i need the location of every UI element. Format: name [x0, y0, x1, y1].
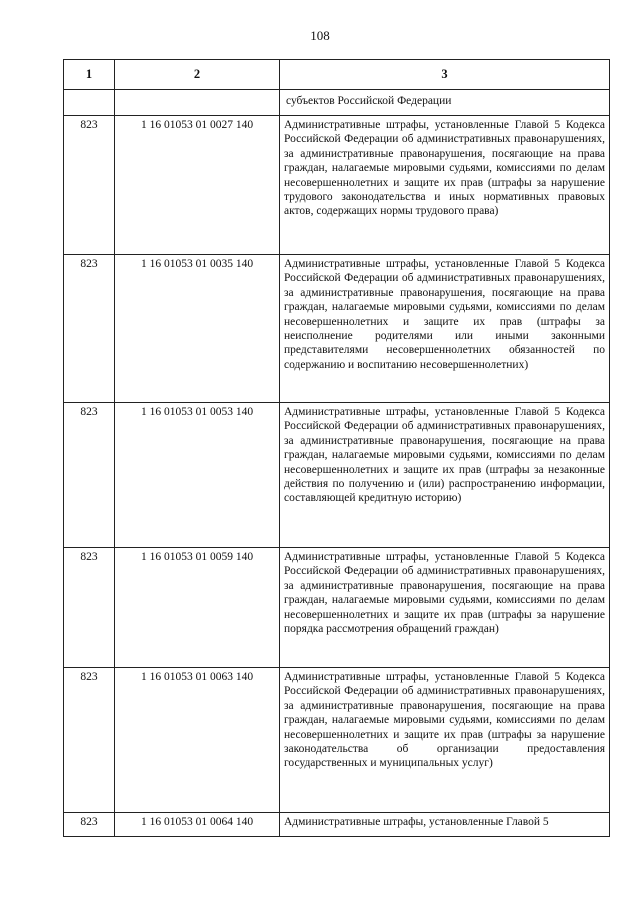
header-col-2: 2 [115, 60, 280, 90]
description-cell: Административные штрафы, установленные Главой 5 Кодекса Российской Федерации об административных правонарушениях, за административные правонарушения, посягающие на права граждан, налагаемые мировыми судьями, комиссиями по делам несовершеннолетних и защите их прав (штрафы за нарушение порядка рассмотрения обращений граждан) [280, 548, 610, 668]
kbk-code-cell: 1 16 01053 01 0027 140 [115, 116, 280, 255]
cell-empty [64, 90, 115, 116]
revenue-codes-table [63, 59, 610, 837]
admin-code-cell: 823 [64, 548, 115, 668]
admin-code-cell: 823 [64, 255, 115, 403]
kbk-code-cell: 1 16 01053 01 0063 140 [115, 668, 280, 813]
table-row [64, 116, 610, 255]
description-cell: Административные штрафы, установленные Главой 5 [280, 813, 610, 837]
table-row [64, 813, 610, 837]
header-col-3: 3 [280, 60, 610, 90]
admin-code-cell: 823 [64, 668, 115, 813]
header-col-1: 1 [64, 60, 115, 90]
table-row-continuation [64, 90, 610, 116]
table-row [64, 548, 610, 668]
table-header-row [64, 60, 610, 90]
description-cell: Административные штрафы, установленные Главой 5 Кодекса Российской Федерации об административных правонарушениях, за административные правонарушения, посягающие на права граждан, налагаемые мировыми судьями, комиссиями по делам несовершеннолетних и защите их прав (штрафы за нарушение трудового законодательства и иных нормативных правовых актов, содержащих нормы трудового права) [280, 116, 610, 255]
table-row [64, 668, 610, 813]
kbk-code-cell: 1 16 01053 01 0064 140 [115, 813, 280, 837]
kbk-code-cell: 1 16 01053 01 0035 140 [115, 255, 280, 403]
admin-code-cell: 823 [64, 813, 115, 837]
description-cell: Административные штрафы, установленные Главой 5 Кодекса Российской Федерации об административных правонарушениях, за административные правонарушения, посягающие на права граждан, налагаемые мировыми судьями, комиссиями по делам несовершеннолетних и защите их прав (штрафы за неисполнение родителями или иными законными представителями несовершеннолетних обязанностей по содержанию и воспитанию несовершеннолетних) [280, 255, 610, 403]
admin-code-cell: 823 [64, 116, 115, 255]
description-cell: Административные штрафы, установленные Главой 5 Кодекса Российской Федерации об административных правонарушениях, за административные правонарушения, посягающие на права граждан, налагаемые мировыми судьями, комиссиями по делам несовершеннолетних и защите их прав (штрафы за незаконные действия по получению и (или) распространению информации, составляющей кредитную историю) [280, 403, 610, 548]
kbk-code-cell: 1 16 01053 01 0059 140 [115, 548, 280, 668]
kbk-code-cell: 1 16 01053 01 0053 140 [115, 403, 280, 548]
cell-continuation-text: субъектов Российской Федерации [280, 90, 610, 116]
description-cell: Административные штрафы, установленные Главой 5 Кодекса Российской Федерации об административных правонарушениях, за административные правонарушения, посягающие на права граждан, налагаемые мировыми судьями, комиссиями по делам несовершеннолетних и защите их прав (штрафы за нарушение законодательства об организации предоставления государственных и муниципальных услуг) [280, 668, 610, 813]
page-number: 108 [310, 28, 330, 43]
admin-code-cell: 823 [64, 403, 115, 548]
table-row [64, 255, 610, 403]
table-row [64, 403, 610, 548]
cell-empty [115, 90, 280, 116]
